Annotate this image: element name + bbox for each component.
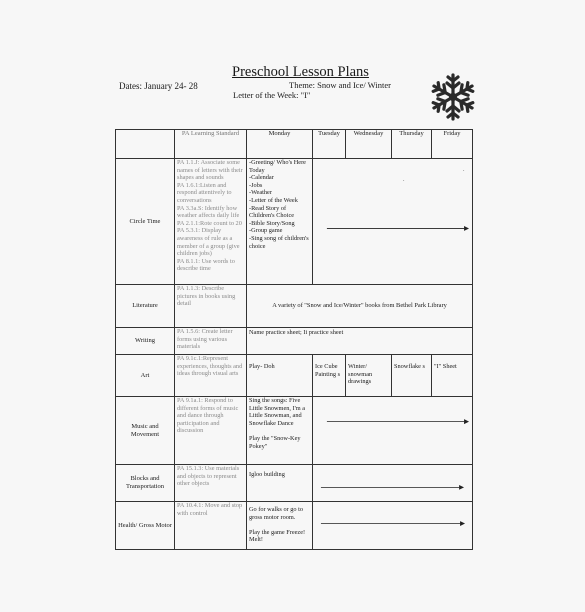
table-row: [116, 355, 473, 397]
table-header-row: [116, 130, 473, 159]
wednesday-art: Winter/ snowman drawings: [346, 355, 392, 397]
friday-art: "I" Sheet: [432, 355, 473, 397]
continues-arrow-circle-time: . .: [313, 159, 473, 285]
standard-writing: PA 1.5.6: Create letter forms using various materials: [175, 328, 247, 355]
header-wednesday: Wednesday: [346, 130, 392, 159]
writing-all-week: Name practice sheet; Ii practice sheet: [247, 328, 473, 355]
theme-label: Theme: Snow and Ice/ Winter: [289, 80, 391, 90]
letter-of-week-label: Letter of the Week: "I": [233, 90, 311, 100]
table-row: [116, 465, 473, 502]
monday-art: Play- Doh: [247, 355, 313, 397]
standard-music-movement: PA 9.1a.1: Respond to different forms of music and dance through participation and discussion: [175, 397, 247, 465]
header-tuesday: Tuesday: [313, 130, 346, 159]
arrow-icon: [313, 397, 472, 464]
tuesday-art: Ice Cube Painting s: [313, 355, 346, 397]
subject-blocks-transportation: Blocks and Transportation: [116, 465, 175, 502]
subject-writing: Writing: [116, 328, 175, 355]
monday-music-movement: Sing the songs: Five Little Snowmen, I'm a Little Snowman, and Snowflake Dance Play the "Snow-Key Pokey": [247, 397, 313, 465]
arrow-icon: [313, 502, 472, 549]
continues-arrow-health-gross-motor: [313, 502, 473, 550]
header-blank: [116, 130, 175, 159]
continues-arrow-music-movement: [313, 397, 473, 465]
header-friday: Friday: [432, 130, 473, 159]
standard-blocks-transportation: PA 15.1.3: Use materials and objects to represent other objects: [175, 465, 247, 502]
standard-health-gross-motor: PA 10.4.1: Move and stop with control: [175, 502, 247, 550]
snowflake-icon: [428, 72, 478, 122]
header-thursday: Thursday: [392, 130, 432, 159]
monday-health-gross-motor: Go for walks or go to gross motor room. Play the game Freeze! Melt!: [247, 502, 313, 550]
subject-health-gross-motor: Health/ Gross Motor: [116, 502, 175, 550]
thursday-art: Snowflake s: [392, 355, 432, 397]
subject-circle-time: Circle Time: [116, 159, 175, 285]
monday-blocks-transportation: Igloo building: [247, 465, 313, 502]
table-row: [116, 328, 473, 355]
standard-literature: PA 1.1.3: Describe pictures in books using detail: [175, 285, 247, 328]
arrow-icon: [313, 159, 472, 284]
dates-label: Dates: January 24- 28: [119, 81, 198, 91]
subject-art: Art: [116, 355, 175, 397]
table-row: [116, 285, 473, 328]
table-row: [116, 502, 473, 550]
arrow-icon: [313, 465, 472, 501]
monday-circle-time: -Greeting/ Who's Here Today -Calendar -Jobs -Weather -Letter of the Week -Read Story of Children's Choice -Bible Story/Song -Group game -Sing song of children's choice: [247, 159, 313, 285]
table-row: [116, 159, 473, 285]
subject-music-movement: Music and Movement: [116, 397, 175, 465]
standard-art: PA 9.1c.1:Represent experiences, thoughts and ideas through visual arts: [175, 355, 247, 397]
page-title: Preschool Lesson Plans: [232, 64, 369, 80]
lesson-plan-table: [115, 129, 473, 550]
subject-literature: Literature: [116, 285, 175, 328]
literature-all-week: A variety of "Snow and Ice/Winter" books from Bethel Park Library: [247, 285, 473, 328]
standard-circle-time: PA 1.1.J: Associate some names of letters with their shapes and sounds PA 1.6.1:Listen and respond attentively to conversations PA 3.3a.S: Identify how weather affects daily life PA 2.1.1:Rote count to 20 PA 5.3.1: Display awareness of rule as a member of a group (give children jobs) PA 8.1.1: Use words to describe time: [175, 159, 247, 285]
continues-arrow-blocks-transportation: [313, 465, 473, 502]
header-monday: Monday: [247, 130, 313, 159]
table-row: [116, 397, 473, 465]
header-standard: PA Learning Standard: [175, 130, 247, 159]
